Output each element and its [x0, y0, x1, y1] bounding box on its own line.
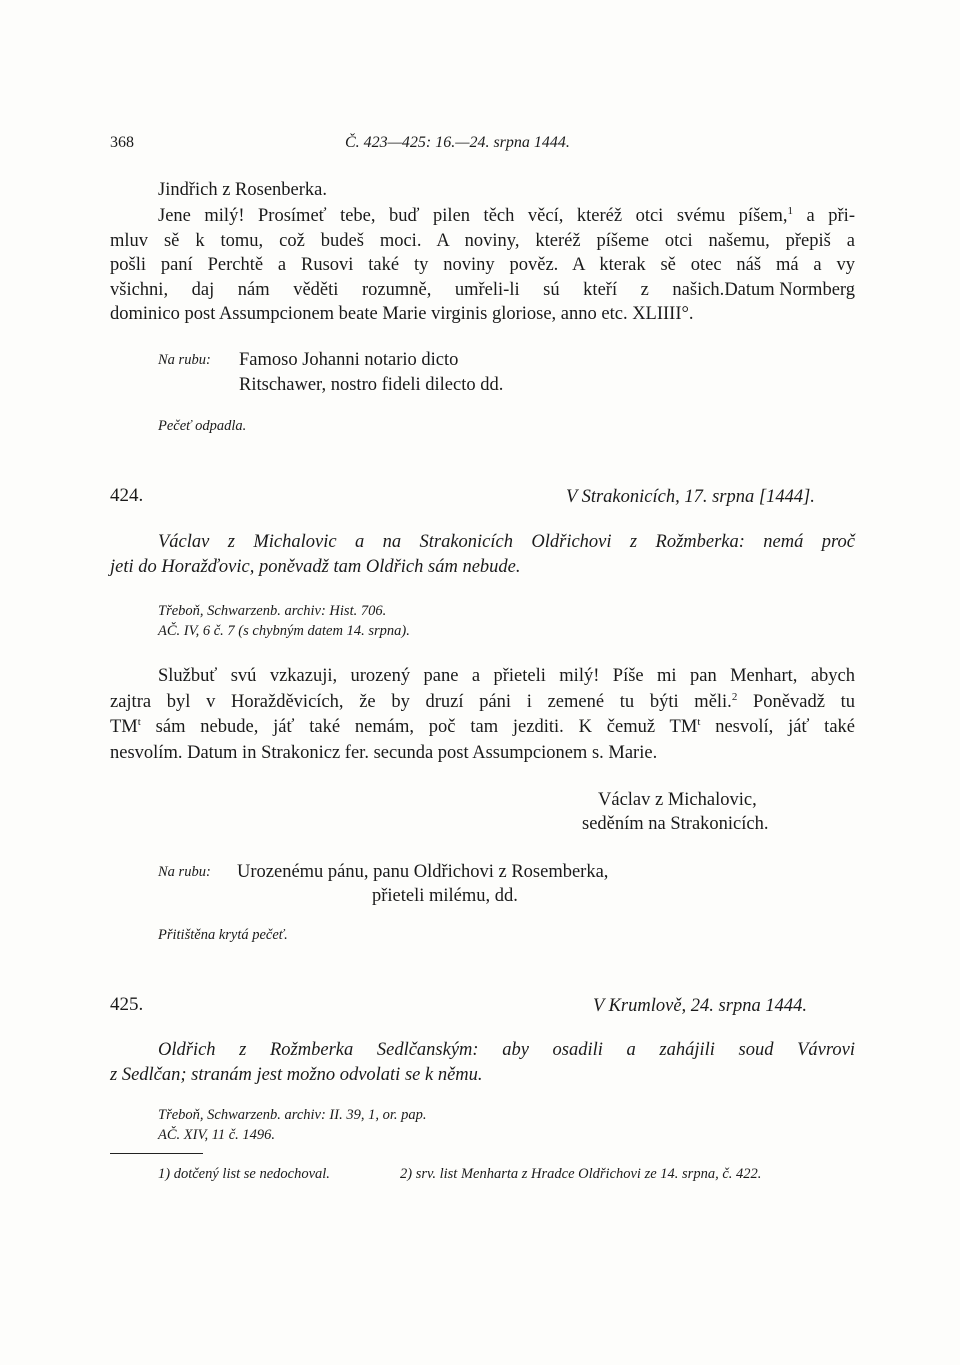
letter-423-body	[110, 204, 855, 327]
text-line: nesvolím. Datum in Strakonicz fer. secunda post Assumpcionem s. Marie.	[110, 742, 658, 763]
footnote-ref: 2	[731, 690, 738, 703]
text-fragment: sám nebude, jáť také nemám, poč tam jezditi. K čemuž TM	[155, 717, 698, 737]
text-line: z Sedlčan; stranám jest možno odvolati se k němu.	[110, 1064, 483, 1085]
text-line	[110, 204, 855, 229]
running-title: Č. 423—425: 16.—24. srpna 1444.	[345, 134, 570, 151]
text-fragment: Poněvadž tu	[737, 691, 856, 712]
address-line: Famoso Johanni notario dicto	[239, 350, 459, 370]
document-number: 425.	[110, 994, 144, 1015]
text-line	[110, 278, 855, 303]
datum: Datum Normberg	[724, 279, 855, 300]
source-line: AČ. IV, 6 č. 7 (s chybným datem 14. srpna).	[158, 623, 410, 639]
text-fragment: zajtra byl v Horažděvicích, že by druzí páni i zemené tu býti měli.	[110, 691, 732, 712]
letter-424-body	[110, 664, 855, 766]
address-label: Na rubu:	[158, 864, 211, 880]
signature-line: seděním na Strakonicích.	[582, 814, 769, 834]
source-line: Třeboň, Schwarzenb. archiv: II. 39, 1, or. pap.	[158, 1107, 427, 1123]
place-date: V Krumlově, 24. srpna 1444.	[593, 996, 807, 1016]
seal-note: Pečeť odpadla.	[158, 418, 247, 434]
text-fragment: všichni, daj nám věděti rozumně, umřeli-li sú kteří z našich.	[110, 279, 725, 300]
signature-line: Václav z Michalovic,	[598, 790, 757, 810]
address-line: Ritschawer, nostro fideli dilecto dd.	[239, 375, 504, 395]
regest	[110, 530, 855, 579]
footnote: 1) dotčený list se nedochoval.	[158, 1166, 330, 1182]
text-line: Službuť svú vzkazuji, urozený pane a přieteli milý! Píše mi pan Menhart, abych	[158, 666, 855, 686]
text-fragment: a při-	[793, 206, 855, 226]
address-label: Na rubu:	[158, 352, 211, 368]
text-line	[110, 715, 855, 741]
text-line: jeti do Horažďovic, poněvadž tam Oldřich sám nebude.	[110, 556, 521, 577]
footnote-ref: 1	[787, 204, 793, 217]
text-line: Václav z Michalovic a na Strakonicích Oldřichovi z Rožmberka: nemá proč	[158, 532, 855, 552]
address-line: Urozenému pánu, panu Oldřichovi z Rosemberka,	[237, 862, 609, 882]
source-line: AČ. XIV, 11 č. 1496.	[158, 1127, 276, 1143]
text-line: Oldřich z Rožmberka Sedlčanským: aby osadili a zahájili soud Vávrovi	[158, 1040, 855, 1060]
text-fragment: Jene milý! Prosímeť tebe, buď pilen těch věcí, kteréž otci svému píšem,	[158, 206, 788, 226]
text-line: mluv sě k tomu, což budeš moci. A noviny, kteréž píšeme otci našemu, přepiš a	[110, 230, 855, 251]
salutation: Jindřich z Rosenberka.	[158, 180, 328, 200]
address-line: přieteli milému, dd.	[372, 886, 518, 906]
text-line: pošli paní Perchtě a Rusovi také ty noviny pověz. A kterak sě otec náš má a vy	[110, 255, 855, 276]
page-number: 368	[110, 134, 134, 151]
place-date: V Strakonicích, 17. srpna [1444].	[566, 487, 815, 507]
text-fragment: nesvolí, jáť také	[700, 717, 855, 737]
source-line: Třeboň, Schwarzenb. archiv: Hist. 706.	[158, 603, 387, 619]
superscript: t	[697, 715, 701, 728]
regest	[110, 1038, 855, 1087]
document-number: 424.	[110, 485, 144, 506]
footnote: 2) srv. list Menharta z Hradce Oldřichovi ze 14. srpna, č. 422.	[400, 1166, 762, 1182]
footnote-rule	[110, 1153, 203, 1154]
text-line: dominico post Assumpcionem beate Marie virginis gloriose, anno etc. XLIIII°.	[110, 304, 694, 325]
superscript: t	[137, 715, 141, 728]
text-fragment: TM	[110, 717, 138, 737]
seal-note: Přitištěna krytá pečeť.	[158, 927, 288, 943]
text-line	[110, 690, 855, 716]
